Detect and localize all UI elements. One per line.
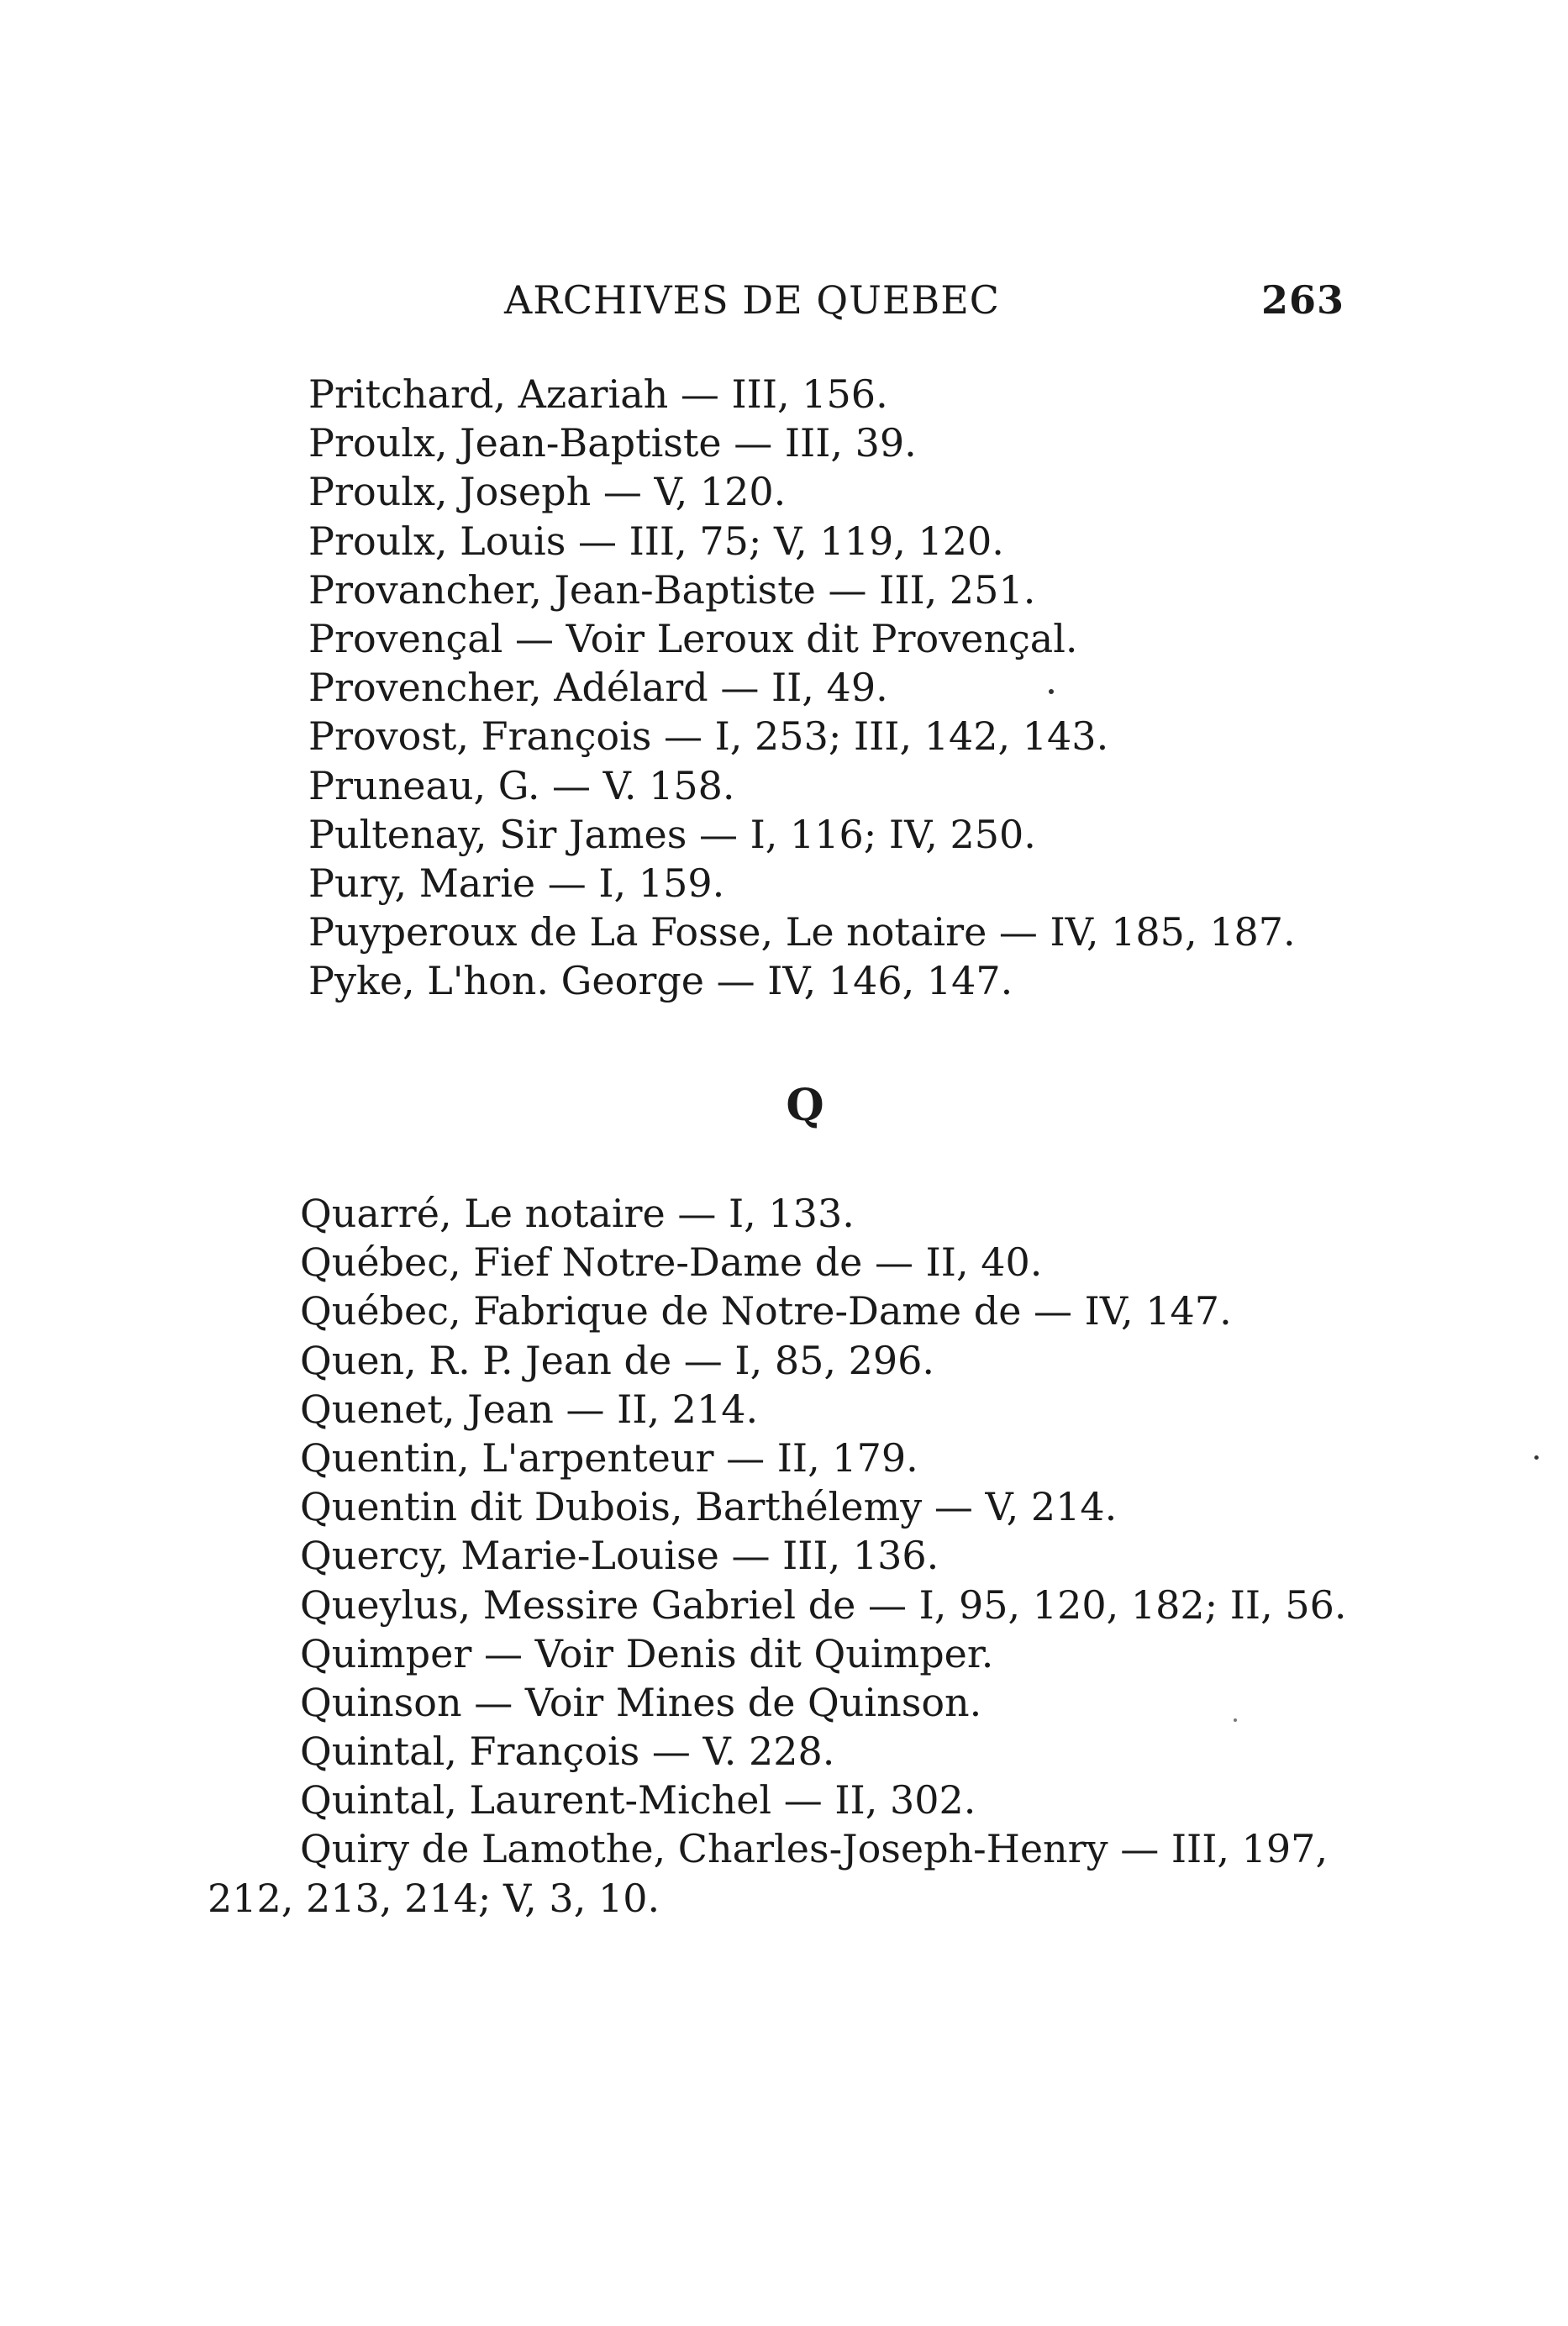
index-entry-line-1: Quiry de Lamothe, Charles-Joseph-Henry — III, 197, — [300, 1826, 1329, 1872]
index-entry: Quentin dit Dubois, Barthélemy — V, 214. — [300, 1484, 1118, 1530]
index-entry: Provancher, Jean-Baptiste — III, 251. — [308, 566, 1036, 613]
index-entry: Provencher, Adélard — II, 49. — [308, 665, 888, 711]
index-entry: Puyperoux de La Fosse, Le notaire — IV, 185, 187. — [308, 909, 1296, 955]
print-speck — [1049, 689, 1054, 694]
index-entry: Quinson — Voir Mines de Quinson. — [300, 1679, 982, 1725]
index-entry: Quen, R. P. Jean de — I, 85, 296. — [300, 1337, 935, 1383]
index-entry: Proulx, Joseph — V, 120. — [308, 469, 787, 515]
index-entry: Pury, Marie — I, 159. — [308, 860, 725, 906]
index-entry: Pruneau, G. — V. 158. — [308, 762, 735, 808]
index-entry: Pyke, L'hon. George — IV, 146, 147. — [308, 958, 1013, 1004]
index-entry: Proulx, Louis — III, 75; V, 119, 120. — [308, 518, 1004, 564]
running-head — [303, 277, 1344, 328]
index-list-p — [0, 370, 1568, 1005]
index-entry: Quintal, Laurent-Michel — II, 302. — [300, 1777, 976, 1823]
index-list-q — [0, 1189, 1568, 1923]
index-entry: Proulx, Jean-Baptiste — III, 39. — [308, 420, 917, 466]
index-entry: Québec, Fabrique de Notre-Dame de — IV, 147. — [300, 1288, 1232, 1334]
section-letter: Q — [786, 1080, 824, 1131]
index-entry: Quintal, François — V. 228. — [300, 1729, 835, 1775]
index-entry-wrapped — [0, 1824, 1334, 1922]
index-entry: Quenet, Jean — II, 214. — [300, 1386, 759, 1432]
index-entry: Quentin, L'arpenteur — II, 179. — [300, 1434, 918, 1481]
index-entry: Pritchard, Azariah — III, 156. — [308, 371, 888, 417]
index-entry-line-2: 212, 213, 214; V, 3, 10. — [208, 1875, 660, 1921]
index-entry: Québec, Fief Notre-Dame de — II, 40. — [300, 1239, 1043, 1286]
index-entry: Provençal — Voir Leroux dit Provençal. — [308, 615, 1078, 661]
index-entry: Pultenay, Sir James — I, 116; IV, 250. — [308, 811, 1036, 857]
index-entry: Provost, François — I, 253; III, 142, 143. — [308, 713, 1109, 760]
index-entry: Queylus, Messire Gabriel de — I, 95, 120, 182; II, 56. — [300, 1581, 1347, 1628]
index-entry: Quarré, Le notaire — I, 133. — [300, 1191, 855, 1236]
index-entry: Quercy, Marie-Louise — III, 136. — [300, 1533, 939, 1579]
print-speck — [1234, 1718, 1237, 1722]
running-title: ARCHIVES DE QUEBEC — [504, 277, 1000, 323]
print-speck — [1534, 1455, 1539, 1460]
index-entry: Quimper — Voir Denis dit Quimper. — [300, 1630, 994, 1676]
page-number: 263 — [1260, 277, 1344, 323]
